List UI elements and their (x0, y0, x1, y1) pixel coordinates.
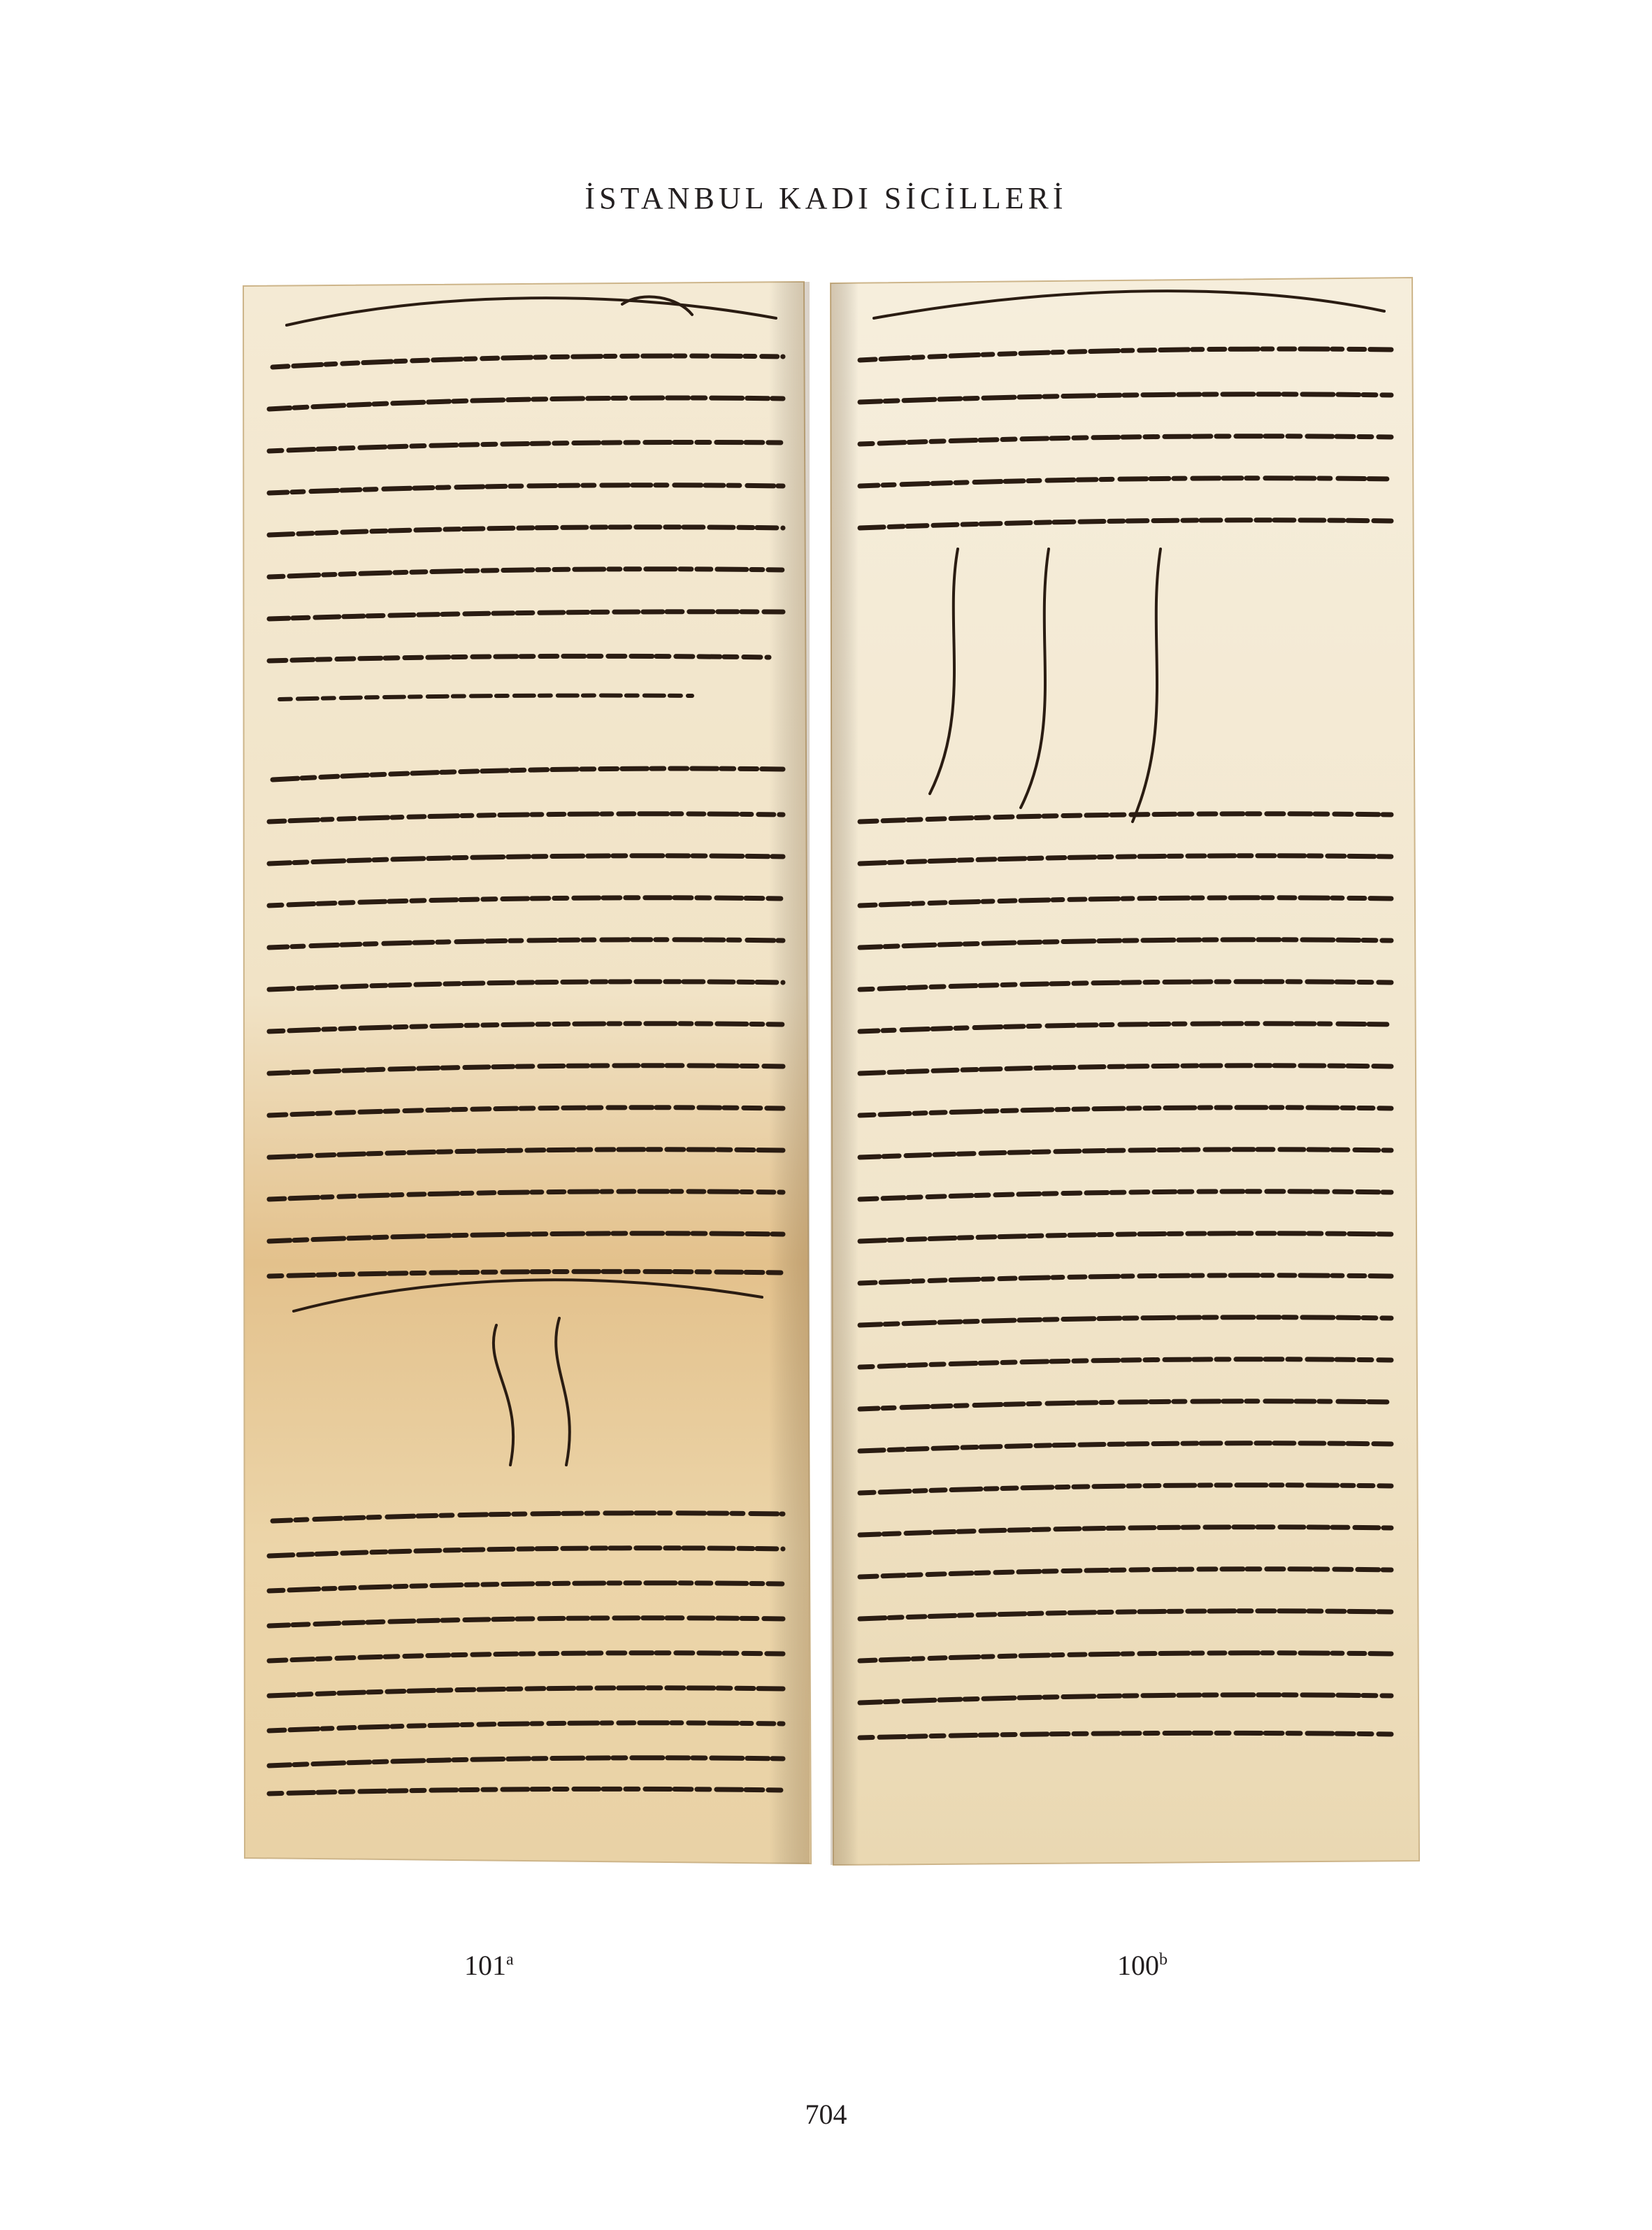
manuscript-image (231, 276, 1426, 1871)
running-head: İSTANBUL KADI SİCİLLERİ (584, 181, 1068, 215)
manuscript-spread (231, 276, 1426, 1871)
folio-number: 100 (1117, 1950, 1159, 1981)
page-number: 704 (805, 2099, 847, 2130)
folio-label-left (464, 1949, 514, 1982)
folio-side: a (506, 1950, 514, 1969)
folio-number: 101 (464, 1950, 506, 1981)
folio-side: b (1159, 1950, 1168, 1969)
folio-label-right (1117, 1949, 1168, 1982)
